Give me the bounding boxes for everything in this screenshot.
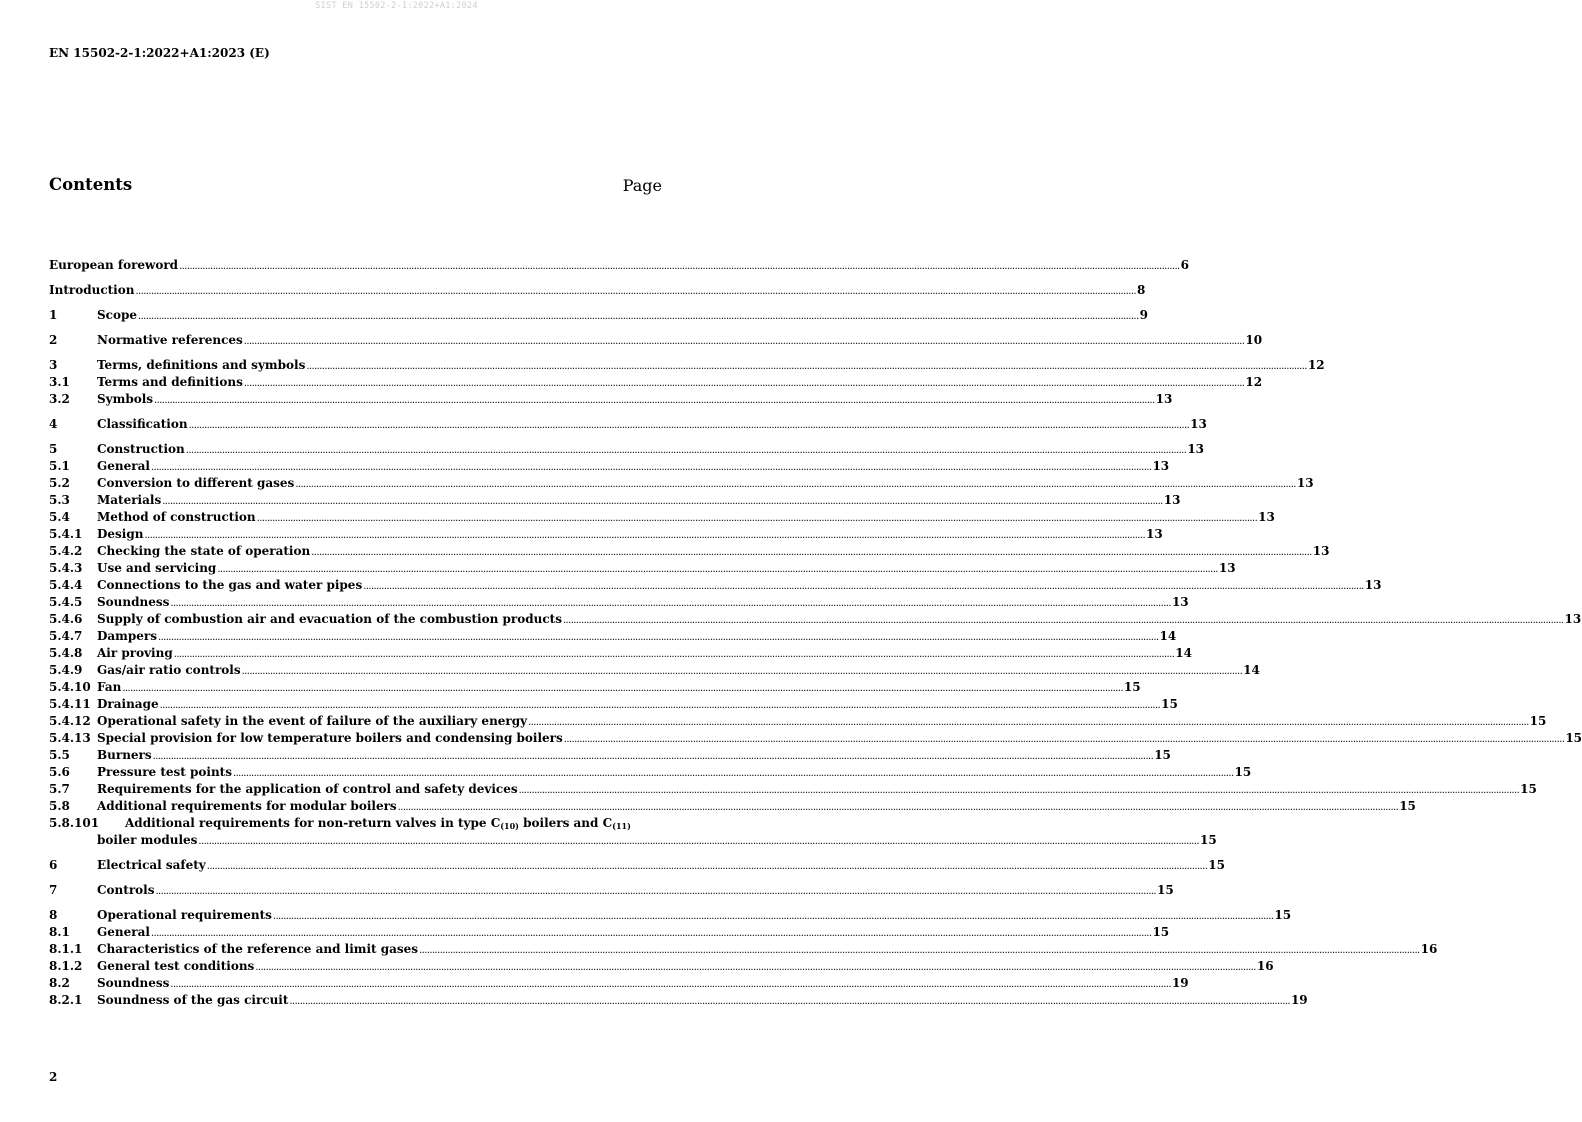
toc-entry-5-4[interactable] [49,509,1275,526]
toc-page: 15 [1399,799,1416,813]
toc-leader [311,544,1312,561]
subscript-10: (10) [500,821,519,831]
toc-number: 5.4.6 [49,612,83,626]
page-number: 2 [49,1070,58,1084]
toc-title: Pressure test points [97,765,232,779]
toc-entry-5-4-1[interactable] [49,526,1163,543]
toc-page: 15 [1520,782,1537,796]
toc-number: 5 [49,442,58,456]
toc-page: 16 [1256,959,1274,973]
page-column-label: Page [622,176,662,195]
toc-number: 8.1 [49,925,70,939]
toc-leader [151,925,1152,942]
toc-number: 5.4.12 [49,714,91,728]
toc-number: 8.1.1 [49,942,83,956]
toc-number: 8.2.1 [49,993,83,1007]
toc-leader [122,680,1123,697]
toc-entry-8[interactable] [49,907,1292,924]
toc-entry-8-1-1[interactable] [49,941,1438,958]
toc-title: Normative references [97,333,243,347]
toc-leader [198,833,1199,850]
toc-title: General [97,459,150,473]
toc-number: 8.1.2 [49,959,83,973]
toc-leader [158,629,1159,646]
toc-entry-5-4-4[interactable] [49,577,1382,594]
toc-title: Soundness [97,595,170,609]
toc-title: Supply of combustion air and evacuation of the combustion products [97,612,562,626]
toc-leader [519,782,1520,799]
toc-title: European foreword [49,258,179,272]
toc-entry-5-4-10[interactable] [49,679,1141,696]
toc-number: 5.4.5 [49,595,83,609]
toc-title: Design [97,527,144,541]
toc-page: 13 [1564,612,1582,626]
toc-leader [257,510,1258,527]
toc-page: 14 [1175,646,1192,660]
table-of-contents [49,257,1582,1009]
toc-page: 16 [1420,942,1438,956]
toc-leader [363,578,1364,595]
toc-title: Fan [97,680,122,694]
toc-title: Air proving [97,646,173,660]
toc-leader [174,646,1175,663]
toc-entry-3[interactable] [49,357,1325,374]
toc-page: 15 [1199,833,1217,847]
toc-page: 13 [1364,578,1382,592]
toc-number: 5.6 [49,765,70,779]
toc-number: 3 [49,358,58,372]
toc-leader [244,375,1245,392]
toc-number: 6 [49,858,58,872]
toc-leader [207,858,1208,875]
toc-page: 13 [1146,527,1163,541]
toc-entry-3-2[interactable] [49,391,1173,408]
toc-number: 3.1 [49,375,70,389]
toc-entry-5-3[interactable] [49,492,1181,509]
toc-page: 15 [1565,731,1582,745]
toc-number: 5.7 [49,782,70,796]
toc-leader [138,308,1139,325]
toc-number: 5.4.8 [49,646,83,660]
toc-entry-5-8-101-line1[interactable] [49,815,666,832]
toc-number: 1 [49,308,58,322]
toc-title: Materials [97,493,162,507]
toc-number: 8.2 [49,976,70,990]
toc-leader [564,731,1565,748]
toc-title: Operational requirements [97,908,272,922]
toc-title: Additional requirements for modular boilers [97,799,397,813]
toc-title: Classification [97,417,188,431]
toc-title: General test conditions [97,959,255,973]
toc-title: Conversion to different gases [97,476,295,490]
toc-entry-8-1-2[interactable] [49,958,1274,975]
toc-number: 3.2 [49,392,70,406]
toc-number: 5.4.9 [49,663,83,677]
toc-entry-4[interactable] [49,416,1207,433]
toc-title: Drainage [97,697,159,711]
toc-leader [186,442,1187,459]
toc-page: 15 [1152,925,1170,939]
toc-leader [155,883,1156,900]
toc-page: 13 [1187,442,1205,456]
toc-leader [151,459,1152,476]
toc-entry-5-7[interactable] [49,781,1537,798]
toc-number: 5.8.101 [49,816,100,830]
toc-page: 13 [1312,544,1330,558]
toc-title: Use and servicing [97,561,217,575]
toc-entry-5-1[interactable] [49,458,1170,475]
toc-entry-5-4-7[interactable] [49,628,1177,645]
toc-leader [144,527,1145,544]
toc-entry-5-4-5[interactable] [49,594,1189,611]
toc-page: 10 [1245,333,1263,347]
toc-leader [528,714,1529,731]
toc-leader [255,959,1256,976]
toc-entry-5-2[interactable] [49,475,1314,492]
toc-entry-8-1[interactable] [49,924,1170,941]
toc-leader [419,942,1420,959]
toc-number: 5.4.10 [49,680,91,694]
watermark: SIST EN 15502-2-1:2022+A1:2024 [315,1,478,11]
toc-leader [295,476,1296,493]
toc-number: 5.2 [49,476,70,490]
toc-page: 14 [1159,629,1177,643]
toc-entry-6[interactable] [49,857,1225,874]
toc-page: 13 [1171,595,1189,609]
toc-leader [170,595,1171,612]
toc-leader [189,417,1190,434]
toc-number: 5.4 [49,510,70,524]
toc-entry-foreword[interactable] [49,257,1189,274]
toc-leader [289,993,1290,1010]
toc-page: 8 [1137,283,1146,297]
toc-title: Symbols [97,392,154,406]
toc-number: 5.4.11 [49,697,91,711]
toc-page: 12 [1245,375,1263,389]
toc-title: Operational safety in the event of failure of the auxiliary energy [97,714,528,728]
toc-entry-5-4-6[interactable] [49,611,1582,628]
toc-leader [398,799,1399,816]
toc-page: 13 [1218,561,1236,575]
toc-title: Method of construction [97,510,256,524]
toc-entry-7[interactable] [49,882,1174,899]
toc-title: Checking the state of operation [97,544,311,558]
toc-number: 2 [49,333,58,347]
toc-page: 19 [1171,976,1189,990]
toc-page: 15 [1123,680,1141,694]
toc-page: 15 [1234,765,1252,779]
toc-entry-5-6[interactable] [49,764,1252,781]
toc-leader [242,663,1243,680]
toc-title: Terms, definitions and symbols [97,358,306,372]
toc-page: 15 [1154,748,1171,762]
toc-number: 5.4.3 [49,561,83,575]
toc-entry-2[interactable] [49,332,1263,349]
toc-title: Gas/air ratio controls [97,663,241,677]
toc-number: 5.4.1 [49,527,83,541]
toc-page: 15 [1157,883,1174,897]
subscript-11: (11) [612,821,631,831]
toc-title: Introduction [49,283,135,297]
toc-page: 12 [1307,358,1325,372]
toc-leader [179,258,1180,275]
toc-title: Terms and definitions [97,375,243,389]
toc-page: 13 [1155,392,1173,406]
toc-page: 6 [1180,258,1189,272]
toc-leader [154,392,1155,409]
toc-leader [233,765,1234,782]
toc-entry-5-4-8[interactable] [49,645,1192,662]
toc-entry-8-2-1[interactable] [49,992,1308,1009]
toc-page: 15 [1274,908,1292,922]
toc-entry-5-8[interactable] [49,798,1416,815]
toc-title: Controls [97,883,155,897]
toc-entry-5[interactable] [49,441,1205,458]
toc-page: 13 [1190,417,1207,431]
toc-leader [217,561,1218,578]
toc-page: 15 [1208,858,1225,872]
toc-number: 5.3 [49,493,70,507]
toc-entry-5-4-2[interactable] [49,543,1330,560]
toc-page: 13 [1258,510,1275,524]
toc-title: Characteristics of the reference and limit gases [97,942,419,956]
toc-title-line1 [125,815,631,832]
toc-number: 4 [49,417,58,431]
toc-number: 5.5 [49,748,70,762]
toc-number: 8 [49,908,58,922]
toc-title: Connections to the gas and water pipes [97,578,363,592]
contents-heading: Contents [49,175,133,194]
toc-page: 13 [1152,459,1170,473]
toc-entry-5-8-101-line2[interactable] [49,832,1217,849]
toc-leader [153,748,1154,765]
toc-page: 9 [1139,308,1148,322]
toc-title: Requirements for the application of control and safety devices [97,782,518,796]
toc-entry-3-1[interactable] [49,374,1263,391]
toc-title: Construction [97,442,185,456]
toc-leader [306,358,1307,375]
toc-page: 15 [1529,714,1547,728]
toc-title: Burners [97,748,152,762]
toc-entry-8-2[interactable] [49,975,1189,992]
toc-number: 5.1 [49,459,70,473]
toc-leader [160,697,1161,714]
toc-page: 15 [1161,697,1178,711]
toc-leader [273,908,1274,925]
toc-number: 5.4.7 [49,629,83,643]
toc-entry-5-4-3[interactable] [49,560,1236,577]
toc-title: Soundness [97,976,170,990]
toc-number: 5.4.2 [49,544,83,558]
toc-entry-5-4-12[interactable] [49,713,1547,730]
toc-title: Dampers [97,629,157,643]
toc-page: 13 [1163,493,1181,507]
toc-entry-5-4-11[interactable] [49,696,1178,713]
toc-title: Electrical safety [97,858,206,872]
toc-entry-1[interactable] [49,307,1148,324]
toc-leader [170,976,1171,993]
toc-leader [135,283,1136,300]
toc-entry-5-4-13[interactable] [49,730,1582,747]
toc-entry-introduction[interactable] [49,282,1146,299]
toc-title: Special provision for low temperature boilers and condensing boilers [97,731,563,745]
toc-number: 5.4.4 [49,578,83,592]
document-id: EN 15502-2-1:2022+A1:2023 (E) [49,46,270,60]
toc-entry-5-4-9[interactable] [49,662,1260,679]
toc-title: Scope [97,308,138,322]
toc-leader [563,612,1564,629]
toc-leader [162,493,1163,510]
toc-page: 19 [1290,993,1308,1007]
toc-title: Soundness of the gas circuit [97,993,289,1007]
toc-page: 14 [1243,663,1260,677]
toc-leader [244,333,1245,350]
toc-title-part: boilers and C [518,816,613,830]
toc-title-line2: boiler modules [97,833,198,847]
toc-number: 5.4.13 [49,731,91,745]
toc-page: 13 [1296,476,1314,490]
toc-number: 5.8 [49,799,70,813]
toc-title: General [97,925,150,939]
toc-number: 7 [49,883,58,897]
toc-title-part: Additional requirements for non-return valves in type C [125,816,501,830]
toc-entry-5-5[interactable] [49,747,1171,764]
